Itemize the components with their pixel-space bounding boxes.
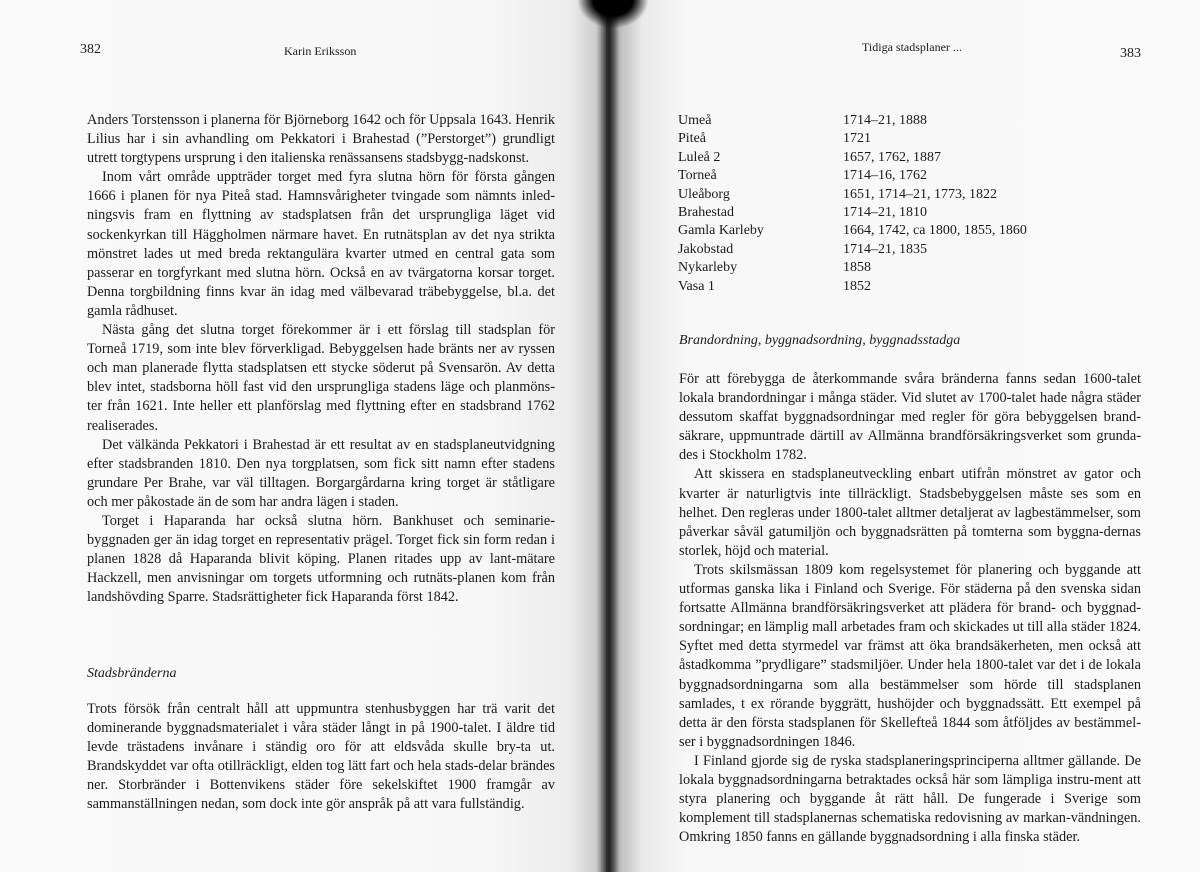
table-row bbox=[678, 149, 1027, 167]
left-page-number: 382 bbox=[80, 42, 101, 57]
fire-years: 1714–21, 1835 bbox=[843, 241, 927, 257]
town-name: Torneå bbox=[678, 168, 717, 184]
fire-years: 1858 bbox=[843, 260, 871, 276]
paragraph: Att skissera en stadsplaneutveckling enbart utifrån mönstret av gator och kvarter är naturligtvis inte tillräckligt. Stadsbebyggelsen måste ses som en helhet. Den regleras under 1800-talet alltmer detaljerat av lagbestämmelser, som påverkar såväl gatumiljön och byggnadsrätten på tomterna som byggna-dernas storlek, höjd och material. bbox=[679, 466, 1141, 559]
paragraph: Torget i Haparanda har också slutna hörn. Bankhuset och seminarie-byggnaden ger än idag torget en representativ prägel. Torget fick sin form redan i planen 1828 då Haparanda blivit köping. Planen ritades upp av lant-mätare Hackzell, men anvisningar om torgets utformning och rutnäts-planen kom från landshövding Sparre. Stadsrättigheter fick Haparanda först 1842. bbox=[87, 512, 555, 606]
town-name: Piteå bbox=[678, 131, 706, 147]
paragraph: Nästa gång det slutna torget förekommer är i ett förslag till stadsplan för Torneå 1719, som inte blev förverkligad. Bebyggelsen hade bränts ner av ryssen och man planerade flytta stadsplatsen ett stycke söderut på Svensarön. Av detta blev intet, stadsborna höll fast vid den ursprungliga stadens läge och planmöns-ter från 1621. Inte heller ett planförslag med flyttning efter en stadsbrand 1762 realiserades. bbox=[87, 322, 555, 434]
paragraph: Inom vårt område uppträder torget med fyra slutna hörn för första gången 1666 i planen för nya Piteå stad. Hamnsvårigheter tvingade som nämnts inled-ningsvis fram en flyttning av stadsplatsen från det ursprungliga läget vid sockenkyrkan till Häggholmen närmare havet. En rutnätsplan av det nya strikta mönstret lades ut med breda rektangulära kvarter utmed en central gata som passerar en torgfyrkant med slutna hörn. Också en av tvärgatorna korsar torget. Denna torgbildning finns kvar än idag med välbevarad träbebyggelse, bl.a. det gamla rådhuset. bbox=[87, 169, 555, 319]
paragraph: Trots försök från centralt håll att uppmuntra stenhusbyggen har trä varit det dominerande byggnadsmaterialet i våra städer långt in på 1900-talet. I äldre tid levde trästadens invånare i ständig oro för att eldsvåda skulle bry-ta ut. Brandskyddet var ofta otillräckligt, elden tog lätt fart och hela stads-delar brändes ner. Storbränder i Bottenvikens städer före sekelskiftet 1900 framgår av sammanställningen nedan, som dock inte gör anspråk på att vara fullständig. bbox=[87, 701, 555, 813]
section-heading-brandordning: Brandordning, byggnadsordning, byggnadsstadga bbox=[679, 333, 961, 348]
right-page-number: 383 bbox=[1120, 46, 1141, 61]
paragraph: Anders Torstensson i planerna för Björneborg 1642 och för Uppsala 1643. Henrik Lilius har i sin avhandling om Pekkatori i Brahestad (”Perstorget”) grundligt utrett torgtypens ursprung i den italienska renässansens stadsbygg-nadskonst. bbox=[87, 112, 555, 167]
table-row bbox=[678, 222, 1027, 240]
town-name: Vasa 1 bbox=[678, 278, 715, 294]
left-running-head: Karin Eriksson bbox=[284, 44, 357, 58]
table-row bbox=[678, 278, 1027, 296]
fire-years: 1714–16, 1762 bbox=[843, 168, 927, 184]
fire-years: 1714–21, 1810 bbox=[843, 205, 927, 221]
paragraph: I Finland gjorde sig de ryska stadsplaneringsprinciperna alltmer gällande. De lokala byggnadsordningarna betraktades också här som lämpliga instru-ment att styra planering och byggande åt rätt håll. De fungerade i Sverige som komplement till stadsplanernas schematiska redovisning av markan-vändningen. Omkring 1850 fanns en gällande byggnadsordning i alla finska städer. bbox=[679, 752, 1141, 846]
town-name: Gamla Karleby bbox=[678, 223, 764, 239]
table-row bbox=[678, 112, 1027, 130]
paragraph: För att förebygga de återkommande svåra bränderna fanns sedan 1600-talet lokala brandordningar i många städer. Vid slutet av 1700-talet hade några städer dessutom skaffat byggnadsordningar med regler för göra bebyggelsen brand-säkrare, uppmuntrade därtill av Allmänna brandförsäkringsverket som grunda-des i Stockholm 1782. bbox=[679, 371, 1141, 464]
town-name: Brahestad bbox=[678, 205, 734, 221]
section-heading-stadsbranderna: Stadsbränderna bbox=[87, 666, 177, 681]
table-row bbox=[678, 186, 1027, 204]
fire-table bbox=[678, 112, 1027, 296]
book-gutter bbox=[596, 0, 620, 872]
town-name: Jakobstad bbox=[678, 241, 734, 257]
right-body bbox=[679, 370, 1141, 847]
right-page bbox=[606, 0, 1200, 872]
town-name: Umeå bbox=[678, 113, 712, 128]
fire-years: 1651, 1714–21, 1773, 1822 bbox=[843, 186, 997, 202]
left-body-top bbox=[87, 111, 555, 607]
table-row bbox=[678, 259, 1027, 277]
town-name: Uleåborg bbox=[678, 186, 730, 202]
table-row bbox=[678, 130, 1027, 148]
fire-years: 1721 bbox=[843, 131, 871, 147]
fire-years: 1664, 1742, ca 1800, 1855, 1860 bbox=[843, 223, 1027, 239]
table-row bbox=[678, 167, 1027, 185]
right-running-head: Tidiga stadsplaner ... bbox=[862, 40, 962, 54]
town-name: Nykarleby bbox=[678, 260, 738, 276]
table-row bbox=[678, 241, 1027, 259]
fire-years: 1657, 1762, 1887 bbox=[843, 149, 941, 165]
left-body-bottom bbox=[87, 700, 555, 815]
paragraph: Det välkända Pekkatori i Brahestad är ett resultat av en stadsplaneutvidgning efter stadsbranden 1810. Den nya torgplatsen, som fick sitt namn efter stadens grundare Per Brahe, var väl tilltagen. Borgargårdarna kring torget är ståtligare och mer påkostade än de som har andra lägen i staden. bbox=[87, 436, 555, 510]
town-name: Luleå 2 bbox=[678, 149, 721, 165]
paragraph: Trots skilsmässan 1809 kom regelsystemet för planering och byggande att utformas ganska lika i Finland och Sverige. För städerna på den svenska sidan fortsatte Allmänna brandförsäkringsverket att plädera för brand- och byggnad-sordningar; en lämplig mall arbetades fram och skickades ut till alla städer 1824. Syftet med detta styrmedel var främst att öka brandsäkerheten, men också att åstadkomma ”prydligare” stadsmiljöer. Under hela 1800-talet var det i de lokala byggnadsordningarna som alla bestämmelser som hörde till stadsplanen samlades, t ex rörande byggrätt, hushöjder och byggnadssätt. Ett exempel på detta är den första stadsplanen för Skellefteå 1844 som åtföljdes av bestämmel-ser i byggnadsordningen 1846. bbox=[679, 561, 1141, 750]
table-row bbox=[678, 204, 1027, 222]
book-gutter-top bbox=[578, 0, 648, 28]
fire-years: 1714–21, 1888 bbox=[843, 113, 927, 128]
fire-years: 1852 bbox=[843, 278, 871, 294]
